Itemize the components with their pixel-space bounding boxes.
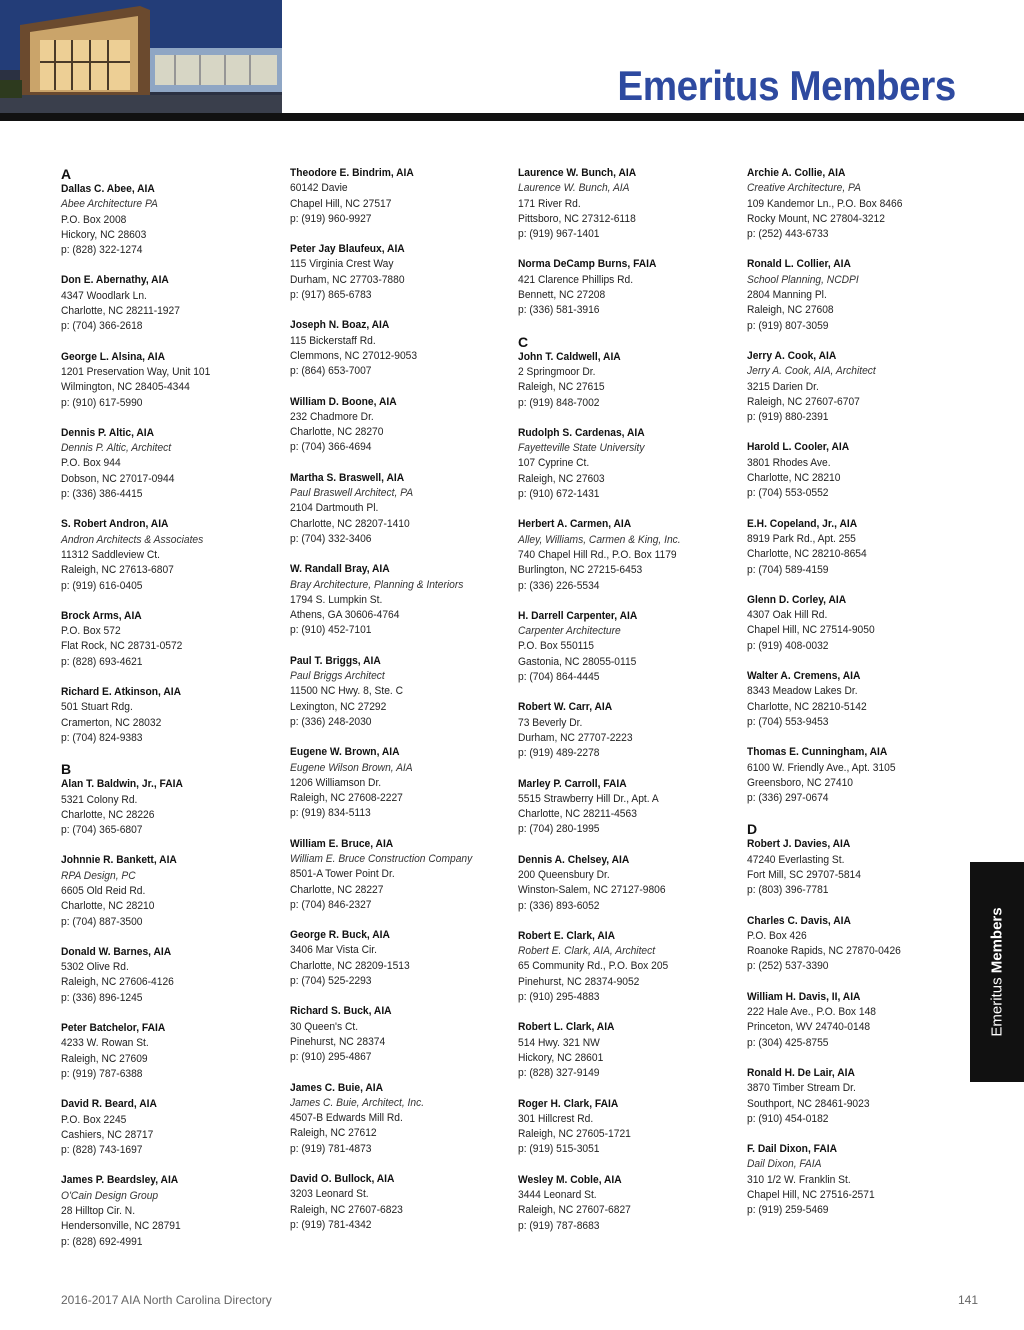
member-address-line: Flat Rock, NC 28731-0572 [61,640,183,653]
member-address-line: P.O. Box 426 [747,929,807,942]
member-firm: Bray Architecture, Planning & Interiors [290,578,464,591]
member-address-line: 30 Queen's Ct. [290,1020,359,1033]
member-address-line: Chapel Hill, NC 27514-9050 [747,624,875,637]
member-address-line: Fort Mill, SC 29707-5814 [747,868,861,881]
member-address-line: Cramerton, NC 28032 [61,716,162,729]
member-phone: p: (252) 537-3390 [747,960,829,973]
title-divider [0,113,1024,121]
member-address-line: Hickory, NC 28603 [61,228,147,241]
member-address-line: Hickory, NC 28601 [518,1051,604,1064]
member-entry [290,318,510,379]
member-phone: p: (704) 280-1995 [518,823,600,836]
member-phone: p: (919) 834-5113 [290,807,371,820]
member-firm: Creative Architecture, PA [747,182,861,195]
member-address-line: 4307 Oak Hill Rd. [747,609,828,622]
member-address-line: Raleigh, NC 27612 [290,1127,377,1140]
member-name: Walter A. Cremens, AIA [747,670,861,683]
member-name: Eugene W. Brown, AIA [290,746,400,759]
member-phone: p: (919) 960-9927 [290,212,372,225]
member-address-line: 65 Community Rd., P.O. Box 205 [518,960,669,973]
member-phone: p: (704) 366-2618 [61,320,143,333]
member-phone: p: (910) 617-5990 [61,396,143,409]
member-name: George L. Alsina, AIA [61,350,166,363]
header-building-photo [0,0,282,113]
member-entry [518,350,738,411]
member-name: Richard E. Atkinson, AIA [61,686,181,699]
section-letter: A [61,166,72,182]
member-address-line: 73 Beverly Dr. [518,716,583,729]
member-address-line: Charlotte, NC 28210-8654 [747,548,867,561]
member-address-line: 2804 Manning Pl. [747,289,827,302]
member-phone: p: (864) 653-7007 [290,365,372,378]
member-phone: p: (919) 781-4342 [290,1218,372,1231]
member-phone: p: (704) 365-6807 [61,824,143,837]
member-firm: RPA Design, PC [61,869,136,882]
member-phone: p: (910) 672-1431 [518,488,600,501]
member-column-2 [290,166,510,1248]
member-address-line: Raleigh, NC 27608 [747,304,834,317]
member-entry [61,1173,281,1249]
member-name: Rudolph S. Cardenas, AIA [518,426,645,439]
member-phone: p: (828) 693-4621 [61,655,143,668]
member-address-line: 2104 Dartmouth Pl. [290,502,379,515]
member-address-line: Bennett, NC 27208 [518,289,606,302]
member-address-line: 4507-B Edwards Mill Rd. [290,1112,403,1125]
section-letter: D [747,821,758,838]
member-address-line: Raleigh, NC 27607-6827 [518,1204,631,1217]
member-phone: p: (803) 396-7781 [747,884,829,897]
member-firm: William E. Bruce Construction Company [290,852,473,865]
member-address-line: Raleigh, NC 27613-6807 [61,564,174,577]
member-entry [518,1173,738,1234]
member-phone: p: (919) 787-8683 [518,1219,600,1232]
member-phone: p: (910) 454-0182 [747,1112,829,1125]
member-entry [290,166,510,227]
section-side-tab [970,862,1024,1082]
member-address-line: Raleigh, NC 27605-1721 [518,1128,631,1141]
member-address-line: Durham, NC 27707-2223 [518,731,633,744]
member-firm: Dennis P. Altic, Architect [61,442,172,455]
member-name: Roger H. Clark, FAIA [518,1097,619,1110]
member-firm: Abee Architecture PA [61,198,158,211]
member-firm: Carpenter Architecture [518,625,621,638]
member-phone: p: (704) 846-2327 [290,898,372,911]
member-entry [747,837,967,898]
member-name: Marley P. Carroll, FAIA [518,777,627,790]
member-name: Don E. Abernathy, AIA [61,274,169,287]
member-phone: p: (919) 781-4873 [290,1142,372,1155]
member-address-line: 310 1/2 W. Franklin St. [747,1173,851,1186]
member-address-line: Princeton, WV 24740-0148 [747,1021,871,1034]
member-entry [518,1020,738,1081]
member-entry [61,609,281,670]
member-entry [290,1004,510,1065]
member-name: Herbert A. Carmen, AIA [518,518,632,531]
member-address-line: Hendersonville, NC 28791 [61,1220,181,1233]
member-address-line: Athens, GA 30606-4764 [290,609,400,622]
member-name: Charles C. Davis, AIA [747,914,851,927]
member-address-line: Charlotte, NC 28210-5142 [747,700,867,713]
member-phone: p: (252) 443-6733 [747,228,829,241]
member-firm: Andron Architects & Associates [61,533,204,546]
member-address-line: Charlotte, NC 28209-1513 [290,959,410,972]
member-phone: p: (336) 896-1245 [61,991,143,1004]
member-entry [747,669,967,730]
member-phone: p: (919) 848-7002 [518,396,600,409]
member-name: William D. Boone, AIA [290,395,397,408]
member-entry [61,853,281,929]
member-address-line: 28 Hilltop Cir. N. [61,1205,136,1218]
member-address-line: 232 Chadmore Dr. [290,410,374,423]
member-address-line: 421 Clarence Phillips Rd. [518,273,634,286]
member-name: David R. Beard, AIA [61,1098,157,1111]
member-name: George R. Buck, AIA [290,929,390,942]
member-address-line: 4233 W. Rowan St. [61,1037,149,1050]
member-entry [61,273,281,334]
member-column-1 [61,166,281,1265]
member-address-line: Lexington, NC 27292 [290,700,387,713]
member-address-line: P.O. Box 2245 [61,1113,127,1126]
member-address-line: P.O. Box 944 [61,457,121,470]
member-address-line: 501 Stuart Rdg. [61,701,133,714]
member-address-line: 8501-A Tower Point Dr. [290,868,395,881]
member-entry [747,1142,967,1218]
member-firm: Laurence W. Bunch, AIA [518,182,630,195]
member-entry [290,242,510,303]
member-column-3 [518,166,738,1249]
member-address-line: 109 Kandemor Ln., P.O. Box 8466 [747,197,903,210]
member-entry [747,349,967,425]
member-entry [61,517,281,593]
member-address-line: 6100 W. Friendly Ave., Apt. 3105 [747,761,896,774]
member-address-line: Raleigh, NC 27615 [518,381,605,394]
section-letter: C [518,333,529,350]
member-name: Laurence W. Bunch, AIA [518,167,637,179]
member-entry [290,837,510,913]
member-entry [290,654,510,730]
member-entry [747,1066,967,1127]
member-firm: Fayetteville State University [518,442,645,455]
member-name: S. Robert Andron, AIA [61,518,169,531]
member-entry [290,562,510,638]
member-name: Robert W. Carr, AIA [518,701,613,714]
member-entry [747,990,967,1051]
member-firm: Alley, Williams, Carmen & King, Inc. [518,533,681,546]
member-name: W. Randall Bray, AIA [290,563,390,576]
member-address-line: Charlotte, NC 28211-4563 [518,808,637,821]
member-address-line: Gastonia, NC 28055-0115 [518,655,637,668]
member-address-line: Pinehurst, NC 28374 [290,1035,386,1048]
member-name: Theodore E. Bindrim, AIA [290,167,414,179]
member-entry [747,914,967,975]
member-phone: p: (304) 425-8755 [747,1036,829,1049]
member-address-line: 740 Chapel Hill Rd., P.O. Box 1179 [518,548,677,561]
member-entry [518,609,738,685]
member-address-line: 3203 Leonard St. [290,1188,369,1201]
member-address-line: Pinehurst, NC 28374-9052 [518,975,640,988]
member-phone: p: (910) 295-4883 [518,991,600,1004]
member-entry [518,517,738,593]
member-name: William E. Bruce, AIA [290,837,394,850]
member-address-line: 115 Virginia Crest Way [290,258,394,271]
member-phone: p: (919) 489-2278 [518,747,600,760]
member-address-line: 11500 NC Hwy. 8, Ste. C [290,685,404,698]
member-entry [747,745,967,806]
page-title: Emeritus Members [617,62,956,109]
member-entry [518,700,738,761]
member-address-line: 514 Hwy. 321 NW [518,1036,600,1049]
member-phone: p: (704) 887-3500 [61,915,143,928]
member-name: Martha S. Braswell, AIA [290,471,405,484]
member-address-line: 11312 Saddleview Ct. [61,548,160,561]
member-phone: p: (704) 366-4694 [290,441,372,454]
member-entry [747,440,967,501]
member-firm: Paul Briggs Architect [290,670,385,683]
footer-directory-name: 2016-2017 AIA North Carolina Directory [61,1293,272,1307]
member-address-line: Raleigh, NC 27606-4126 [61,976,174,989]
member-name: Peter Jay Blaufeux, AIA [290,243,405,256]
member-address-line: 5302 Olive Rd. [61,961,129,974]
member-firm: Paul Braswell Architect, PA [290,487,414,500]
member-phone: p: (919) 880-2391 [747,411,829,424]
member-address-line: 8919 Park Rd., Apt. 255 [747,532,856,545]
side-tab-label [989,907,1006,1036]
member-address-line: 3215 Darien Dr. [747,380,819,393]
member-address-line: Greensboro, NC 27410 [747,776,854,789]
member-firm: O'Cain Design Group [61,1189,159,1202]
member-address-line: Burlington, NC 27215-6453 [518,564,643,577]
member-address-line: 4347 Woodlark Ln. [61,289,147,302]
member-address-line: Roanoke Rapids, NC 27870-0426 [747,945,901,958]
member-phone: p: (919) 967-1401 [518,228,600,241]
member-address-line: Chapel Hill, NC 27516-2571 [747,1189,875,1202]
member-address-line: Charlotte, NC 28211-1927 [61,305,180,318]
member-phone: p: (336) 226-5534 [518,579,600,592]
footer-page-number: 141 [957,1293,978,1307]
member-entry [290,745,510,821]
member-name: Dennis A. Chelsey, AIA [518,853,630,866]
side-tab-bold: Members [988,907,1006,974]
member-phone: p: (704) 553-0552 [747,487,829,500]
member-address-line: Charlotte, NC 28270 [290,426,384,439]
member-address-line: 171 River Rd. [518,197,581,210]
member-name: Dallas C. Abee, AIA [61,183,155,195]
side-tab-regular: Emeritus [988,973,1006,1037]
member-phone: p: (828) 692-4991 [61,1235,143,1248]
member-entry [518,1097,738,1158]
member-phone: p: (919) 408-0032 [747,639,829,652]
member-entry [290,395,510,456]
member-entry [518,777,738,838]
building-illustration [0,0,282,113]
member-name: F. Dail Dixon, FAIA [747,1143,837,1156]
member-address-line: P.O. Box 572 [61,625,121,638]
member-phone: p: (704) 553-9453 [747,715,829,728]
member-entry [747,257,967,333]
member-name: John T. Caldwell, AIA [518,350,621,363]
member-entry [61,1097,281,1158]
member-entry [61,426,281,502]
member-name: James C. Buie, AIA [290,1081,384,1094]
member-entry [61,1021,281,1082]
member-address-line: 5515 Strawberry Hill Dr., Apt. A [518,792,659,805]
member-address-line: Raleigh, NC 27603 [518,472,605,485]
member-address-line: 6605 Old Reid Rd. [61,884,146,897]
member-column-4 [747,166,967,1234]
member-name: Brock Arms, AIA [61,609,142,622]
member-firm: Robert E. Clark, AIA, Architect [518,945,656,958]
member-phone: p: (336) 248-2030 [290,715,372,728]
member-phone: p: (336) 386-4415 [61,488,143,501]
member-address-line: Winston-Salem, NC 27127-9806 [518,884,666,897]
member-phone: p: (919) 807-3059 [747,319,829,332]
member-address-line: 3444 Leonard St. [518,1189,597,1202]
member-firm: Jerry A. Cook, AIA, Architect [747,365,876,378]
member-address-line: Charlotte, NC 28207-1410 [290,517,410,530]
member-entry [61,685,281,746]
member-entry [61,777,281,838]
member-address-line: P.O. Box 2008 [61,213,127,226]
member-firm: School Planning, NCDPI [747,273,859,286]
member-firm: Eugene Wilson Brown, AIA [290,761,413,774]
member-phone: p: (919) 515-3051 [518,1143,600,1156]
member-name: Paul T. Briggs, AIA [290,654,381,667]
member-name: William H. Davis, II, AIA [747,990,861,1003]
member-name: James P. Beardsley, AIA [61,1174,179,1187]
member-name: Ronald H. De Lair, AIA [747,1066,855,1079]
member-address-line: P.O. Box 550115 [518,640,595,653]
member-address-line: Cashiers, NC 28717 [61,1128,154,1141]
member-entry [747,593,967,654]
member-firm: Dail Dixon, FAIA [747,1158,822,1171]
member-entry [518,929,738,1005]
member-address-line: Charlotte, NC 28227 [290,883,384,896]
member-name: Jerry A. Cook, AIA [747,349,837,362]
member-name: E.H. Copeland, Jr., AIA [747,517,858,530]
member-address-line: Durham, NC 27703-7880 [290,273,405,286]
member-phone: p: (828) 322-1274 [61,244,143,257]
member-phone: p: (828) 743-1697 [61,1144,143,1157]
member-phone: p: (828) 327-9149 [518,1067,600,1080]
member-phone: p: (704) 824-9383 [61,731,143,744]
member-entry [290,471,510,547]
member-entry [747,517,967,578]
member-entry [290,928,510,989]
member-name: Archie A. Collie, AIA [747,167,846,179]
member-entry [61,350,281,411]
member-phone: p: (704) 525-2293 [290,975,372,988]
member-entry [61,182,281,258]
member-phone: p: (336) 581-3916 [518,304,600,317]
member-address-line: 1794 S. Lumpkin St. [290,593,383,606]
member-name: Alan T. Baldwin, Jr., FAIA [61,778,183,791]
member-entry [518,853,738,914]
member-address-line: 60142 Davie [290,182,348,195]
member-name: Robert L. Clark, AIA [518,1021,615,1034]
member-address-line: Rocky Mount, NC 27804-3212 [747,212,885,225]
member-entry [518,257,738,318]
member-name: Glenn D. Corley, AIA [747,593,847,606]
member-address-line: Raleigh, NC 27609 [61,1052,148,1065]
member-name: David O. Bullock, AIA [290,1173,395,1186]
member-address-line: 8343 Meadow Lakes Dr. [747,685,858,698]
member-phone: p: (704) 332-3406 [290,532,372,545]
member-address-line: 200 Queensbury Dr. [518,868,610,881]
member-phone: p: (704) 864-4445 [518,671,600,684]
member-address-line: Charlotte, NC 28226 [61,808,155,821]
member-address-line: Charlotte, NC 28210 [747,472,841,485]
member-address-line: Charlotte, NC 28210 [61,900,155,913]
member-entry [290,1081,510,1157]
member-phone: p: (919) 616-0405 [61,579,143,592]
member-address-line: Raleigh, NC 27607-6707 [747,395,860,408]
member-entry [747,166,967,242]
member-name: Harold L. Cooler, AIA [747,441,850,454]
member-address-line: Dobson, NC 27017-0944 [61,472,175,485]
member-name: Ronald L. Collier, AIA [747,258,851,271]
member-address-line: Pittsboro, NC 27312-6118 [518,212,636,225]
member-address-line: 107 Cyprine Ct. [518,457,590,470]
member-address-line: 3801 Rhodes Ave. [747,456,831,469]
member-phone: p: (704) 589-4159 [747,563,829,576]
member-name: Joseph N. Boaz, AIA [290,319,390,332]
member-address-line: 222 Hale Ave., P.O. Box 148 [747,1006,876,1019]
member-phone: p: (919) 787-6388 [61,1067,143,1080]
member-phone: p: (910) 452-7101 [290,624,372,637]
member-name: Peter Batchelor, FAIA [61,1022,166,1035]
member-phone: p: (919) 259-5469 [747,1204,829,1217]
member-address-line: Chapel Hill, NC 27517 [290,197,392,210]
member-entry [518,426,738,502]
member-address-line: 3406 Mar Vista Cir. [290,944,377,957]
member-name: Thomas E. Cunningham, AIA [747,746,888,759]
member-address-line: 115 Bickerstaff Rd. [290,334,376,347]
member-address-line: 1206 Williamson Dr. [290,776,382,789]
member-address-line: Raleigh, NC 27608-2227 [290,792,403,805]
member-name: Robert J. Davies, AIA [747,838,851,851]
member-phone: p: (336) 297-0674 [747,792,829,805]
member-name: Wesley M. Coble, AIA [518,1173,622,1186]
member-name: H. Darrell Carpenter, AIA [518,609,638,622]
member-address-line: 47240 Everlasting St. [747,853,845,866]
member-address-line: 3870 Timber Stream Dr. [747,1082,856,1095]
member-entry [61,945,281,1006]
member-name: Norma DeCamp Burns, FAIA [518,258,657,271]
member-address-line: Wilmington, NC 28405-4344 [61,381,190,394]
member-name: Donald W. Barnes, AIA [61,945,172,958]
member-phone: p: (910) 295-4867 [290,1051,372,1064]
member-address-line: Southport, NC 28461-9023 [747,1097,870,1110]
member-address-line: 5321 Colony Rd. [61,793,138,806]
member-name: Robert E. Clark, AIA [518,929,616,942]
member-phone: p: (917) 865-6783 [290,289,372,302]
member-entry [518,166,738,242]
member-address-line: 1201 Preservation Way, Unit 101 [61,365,211,378]
member-name: Dennis P. Altic, AIA [61,426,155,439]
member-address-line: Raleigh, NC 27607-6823 [290,1203,403,1216]
member-firm: James C. Buie, Architect, Inc. [290,1096,425,1109]
member-entry [290,1172,510,1233]
section-letter: B [61,761,72,778]
member-address-line: 301 Hillcrest Rd. [518,1112,594,1125]
member-name: Johnnie R. Bankett, AIA [61,854,177,867]
member-name: Richard S. Buck, AIA [290,1005,392,1018]
member-address-line: Clemmons, NC 27012-9053 [290,349,418,362]
member-address-line: 2 Springmoor Dr. [518,365,596,378]
member-phone: p: (336) 893-6052 [518,899,600,912]
